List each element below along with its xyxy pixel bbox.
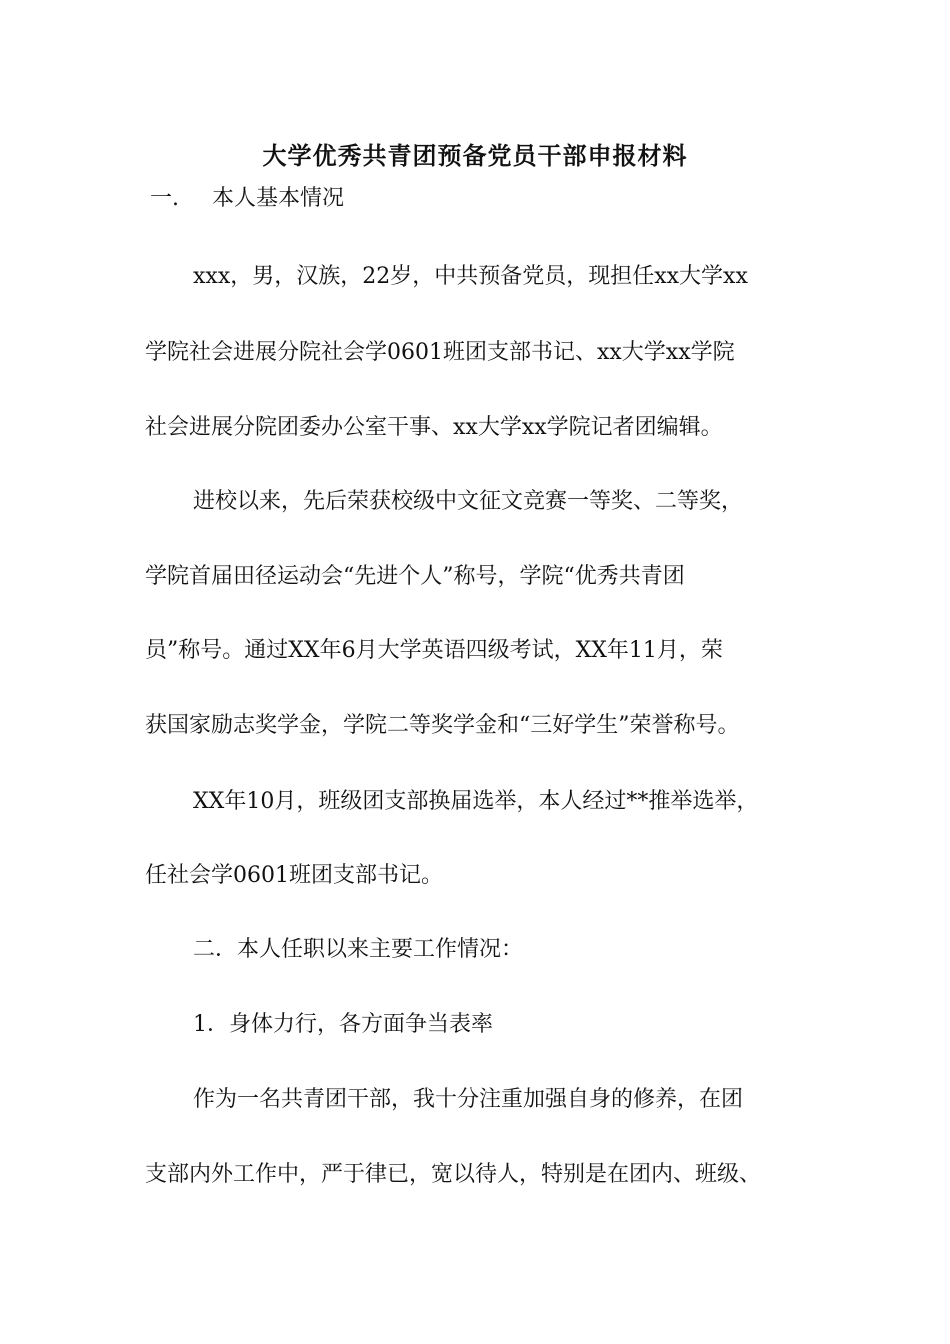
paragraph-line: 作为一名共青团干部，我十分注重加强自身的修养，在团 — [193, 1087, 744, 1112]
document-title: 大学优秀共青团预备党员干部申报材料 — [262, 141, 688, 170]
paragraph-line: 员”称号。通过XX年6月大学英语四级考试，XX年11月，荣 — [145, 638, 723, 663]
paragraph-line: 学院社会进展分院社会学0601班团支部书记、xx大学xx学院 — [145, 340, 735, 365]
section-heading-1 — [150, 184, 344, 214]
paragraph-line: 学院首届田径运动会“先进个人”称号，学院“优秀共青团 — [145, 564, 685, 589]
paragraph-line: 支部内外工作中，严于律已，宽以待人，特别是在团内、班级、 — [145, 1162, 762, 1187]
paragraph-line: 任社会学0601班团支部书记。 — [145, 863, 443, 888]
paragraph-line: xxx，男，汉族，22岁，中共预备党员，现担任xx大学xx — [193, 264, 748, 289]
section-heading-text: 本人基本情况 — [212, 186, 345, 211]
paragraph-line: 进校以来，先后荣获校级中文征文竞赛一等奖、二等奖， — [193, 489, 744, 514]
section-heading-2: 二．本人任职以来主要工作情况： — [193, 937, 524, 962]
paragraph-line: 社会进展分院团委办公室干事、xx大学xx学院记者团编辑。 — [145, 415, 723, 440]
subsection-heading: 1．身体力行，各方面争当表率 — [193, 1012, 493, 1037]
paragraph-line: XX年10月，班级团支部换届选举，本人经过**推举选举， — [193, 789, 759, 814]
paragraph-line: 获国家励志奖学金，学院二等奖学金和“三好学生”荣誉称号。 — [145, 713, 740, 738]
section-number: 一. — [150, 186, 179, 211]
